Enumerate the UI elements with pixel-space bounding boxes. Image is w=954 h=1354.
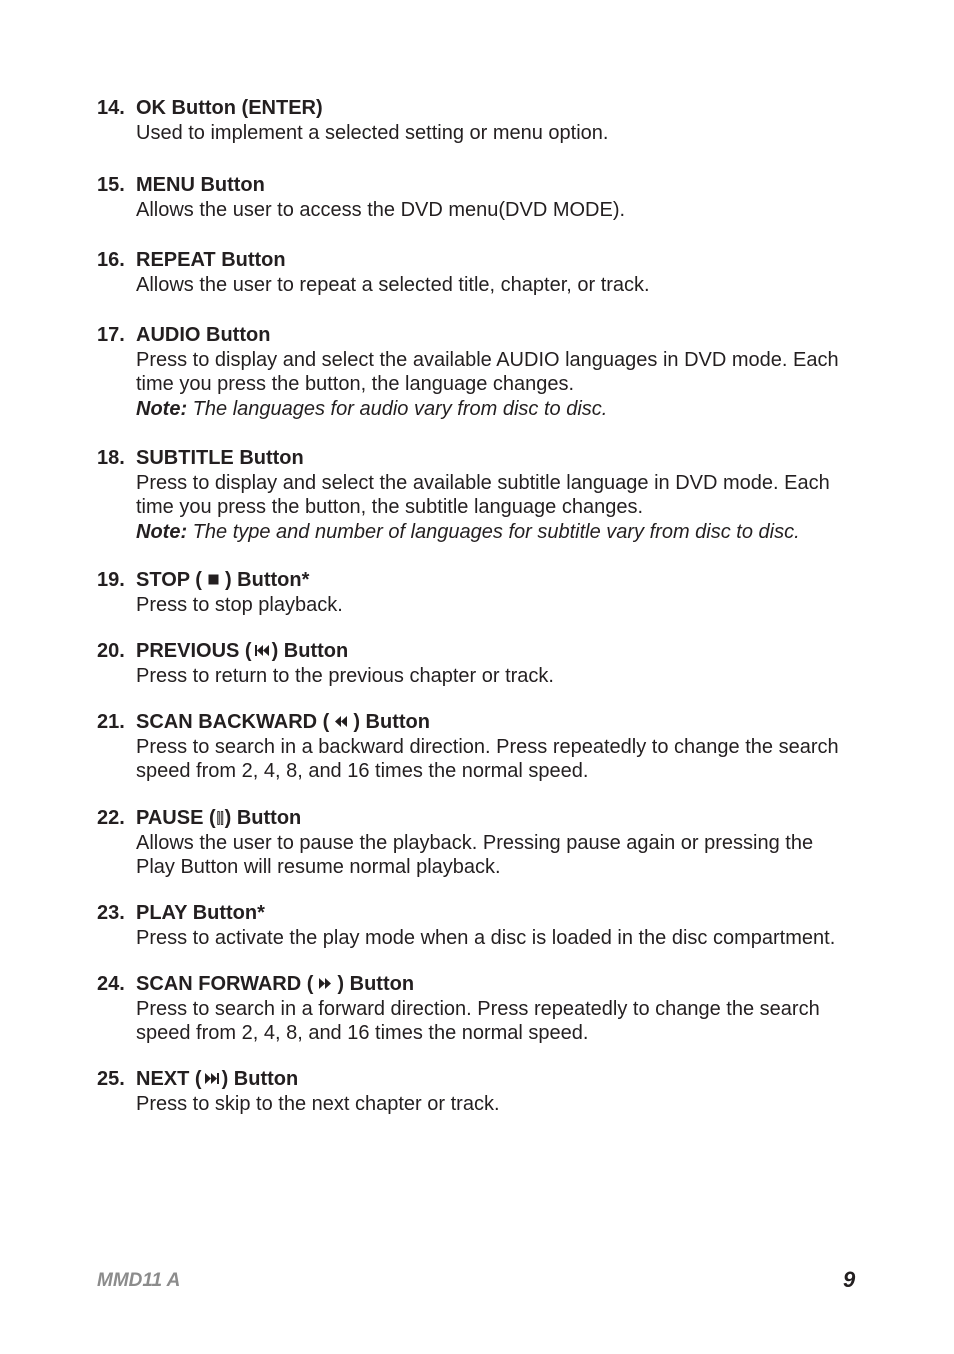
item-description-line: Allows the user to pause the playback. Pressing pause again or pressing the bbox=[136, 831, 814, 854]
item-description-line: Press to search in a backward direction. Press repeatedly to change the search bbox=[136, 735, 839, 758]
note-label: Note: bbox=[136, 397, 188, 420]
item-number: 22. bbox=[97, 807, 125, 829]
item-number: 25. bbox=[97, 1068, 125, 1090]
item-number: 17. bbox=[97, 324, 125, 346]
item-ok-button bbox=[97, 96, 897, 145]
item-heading bbox=[97, 96, 897, 121]
item-title: SUBTITLE Button bbox=[136, 447, 304, 469]
item-heading bbox=[97, 972, 897, 997]
item-title-start: STOP ( bbox=[136, 569, 202, 591]
item-scan-backward-button bbox=[97, 710, 897, 784]
item-number: 24. bbox=[97, 973, 125, 995]
item-note bbox=[97, 397, 897, 422]
item-title-end: ) Button bbox=[337, 973, 415, 995]
item-title-end: ) Button bbox=[353, 711, 430, 733]
item-heading bbox=[97, 806, 897, 831]
item-description-line: speed from 2, 4, 8, and 16 times the normal speed. bbox=[136, 760, 589, 782]
item-heading bbox=[97, 710, 897, 735]
item-title: AUDIO Button bbox=[136, 324, 271, 346]
note-text: The type and number of languages for subtitle vary from disc to disc. bbox=[192, 520, 800, 543]
rewind-icon bbox=[335, 716, 347, 727]
item-next-button bbox=[97, 1067, 897, 1116]
item-heading bbox=[97, 323, 897, 348]
item-title-end: ) Button bbox=[271, 640, 349, 662]
item-description-line: Press to return to the previous chapter or track. bbox=[136, 664, 554, 687]
item-title-end: ) Button bbox=[224, 807, 302, 829]
item-number: 16. bbox=[97, 249, 125, 271]
item-title-start: PREVIOUS ( bbox=[136, 640, 252, 662]
item-previous-button bbox=[97, 639, 897, 688]
note-text: The languages for audio vary from disc to disc. bbox=[192, 397, 608, 420]
item-title-start: SCAN FORWARD ( bbox=[136, 973, 314, 995]
item-description-line: time you press the button, the language changes. bbox=[136, 373, 575, 395]
item-description-line: Press to skip to the next chapter or track. bbox=[136, 1092, 500, 1115]
item-title-start: PAUSE ( bbox=[136, 807, 216, 829]
item-number: 14. bbox=[97, 97, 125, 119]
item-description-line: speed from 2, 4, 8, and 16 times the normal speed. bbox=[136, 1022, 589, 1044]
footer-model-name: MMD11 A bbox=[97, 1270, 181, 1291]
item-heading bbox=[97, 568, 897, 593]
item-stop-button bbox=[97, 568, 897, 617]
item-subtitle-button bbox=[97, 446, 897, 544]
stop-icon bbox=[208, 574, 219, 585]
item-description-line: time you press the button, the subtitle language changes. bbox=[136, 496, 644, 518]
item-note bbox=[97, 520, 897, 545]
item-heading bbox=[97, 901, 897, 926]
item-number: 19. bbox=[97, 569, 125, 591]
item-description-line: Used to implement a selected setting or menu option. bbox=[136, 121, 609, 144]
item-scan-forward-button bbox=[97, 972, 897, 1046]
fast-forward-icon bbox=[319, 978, 331, 989]
item-pause-button bbox=[97, 806, 897, 880]
item-audio-button bbox=[97, 323, 897, 421]
item-title-end: ) Button bbox=[221, 1068, 299, 1090]
item-title: OK Button (ENTER) bbox=[136, 97, 323, 119]
item-description-line: Allows the user to repeat a selected title, chapter, or track. bbox=[136, 273, 650, 296]
item-heading bbox=[97, 173, 897, 198]
item-description-line: Press to display and select the available AUDIO languages in DVD mode. Each bbox=[136, 348, 839, 371]
item-menu-button bbox=[97, 173, 897, 222]
item-repeat-button bbox=[97, 248, 897, 297]
next-icon bbox=[205, 1073, 219, 1084]
item-number: 21. bbox=[97, 711, 125, 733]
previous-icon bbox=[255, 645, 269, 656]
pause-icon bbox=[217, 811, 224, 825]
item-description-line: Allows the user to access the DVD menu(DVD MODE). bbox=[136, 198, 626, 221]
item-title: REPEAT Button bbox=[136, 249, 286, 271]
item-description-line: Press to display and select the available subtitle language in DVD mode. Each bbox=[136, 471, 830, 494]
item-heading bbox=[97, 639, 897, 664]
note-label: Note: bbox=[136, 520, 188, 543]
item-description-line: Play Button will resume normal playback. bbox=[136, 856, 501, 878]
item-description-line: Press to search in a forward direction. Press repeatedly to change the search bbox=[136, 997, 820, 1020]
item-title-start: SCAN BACKWARD ( bbox=[136, 711, 330, 733]
item-title-end: ) Button* bbox=[224, 569, 310, 591]
item-description-line: Press to stop playback. bbox=[136, 593, 343, 616]
item-number: 23. bbox=[97, 902, 125, 924]
item-number: 20. bbox=[97, 640, 125, 662]
item-number: 15. bbox=[97, 174, 125, 196]
item-title: PLAY Button* bbox=[136, 902, 265, 924]
page-number: 9 bbox=[843, 1267, 856, 1292]
item-description-line: Press to activate the play mode when a disc is loaded in the disc compartment. bbox=[136, 926, 836, 949]
item-play-button bbox=[97, 901, 897, 950]
item-heading bbox=[97, 248, 897, 273]
item-title: MENU Button bbox=[136, 174, 265, 196]
item-heading bbox=[97, 1067, 897, 1092]
item-title-start: NEXT ( bbox=[136, 1068, 202, 1090]
item-heading bbox=[97, 446, 897, 471]
item-number: 18. bbox=[97, 447, 125, 469]
